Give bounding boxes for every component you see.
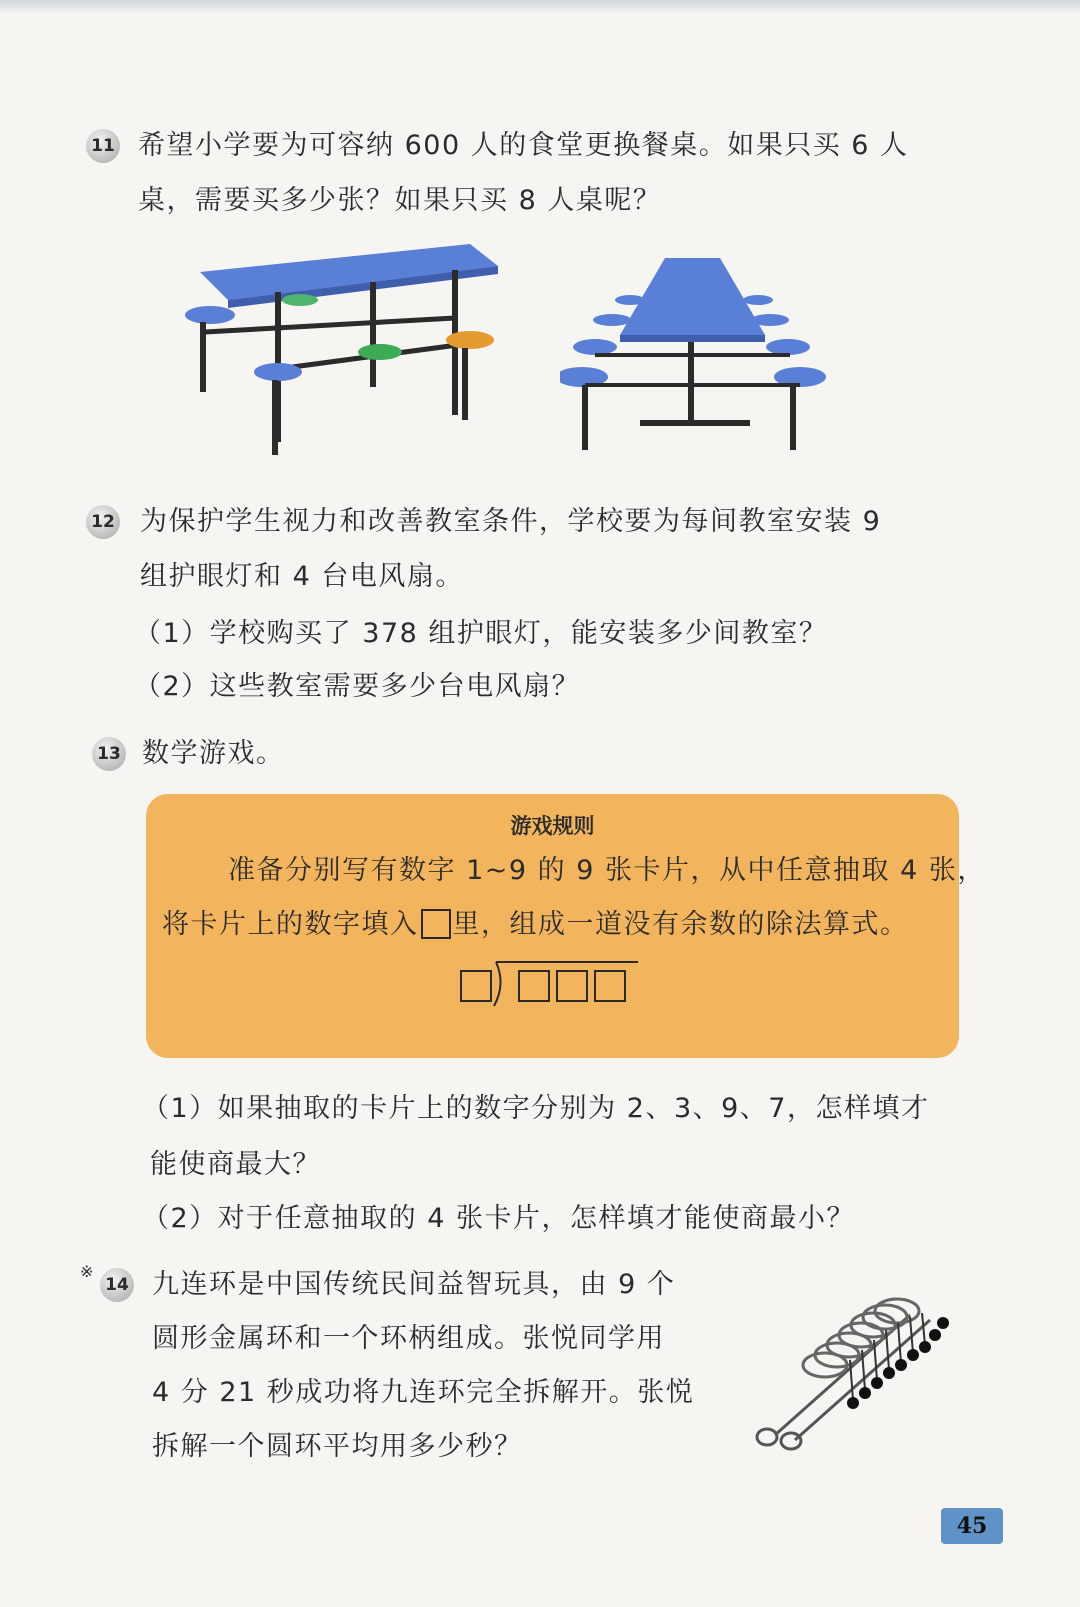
game-rules-line2-b: 里，组成一道没有余数的除法算式。	[452, 909, 909, 940]
question-number-11: 11	[86, 129, 120, 163]
question-number-13: 13	[92, 737, 126, 771]
q14-text-line2: 圆形金属环和一个环柄组成。张悦同学用	[152, 1323, 665, 1354]
q13-subquestion-1-line1: （1）如果抽取的卡片上的数字分别为 2、3、9、7，怎样填才	[142, 1093, 930, 1124]
game-rules-box	[146, 794, 986, 1058]
page-number: 45	[941, 1508, 1003, 1544]
dividend-box-1	[518, 970, 550, 1002]
game-rules-title: 游戏规则	[510, 814, 595, 838]
game-rules-line2-a: 将卡片上的数字填入	[162, 909, 419, 940]
nine-linked-rings-image	[755, 1295, 955, 1455]
q14-text-line4: 拆解一个圆环平均用多少秒？	[152, 1431, 523, 1462]
eight-seat-table-image	[560, 250, 845, 470]
optional-mark: ※	[80, 1262, 94, 1281]
q13-title: 数学游戏。	[142, 738, 285, 769]
question-number-12: 12	[86, 505, 120, 539]
q12-text-line2: 组护眼灯和 4 台电风扇。	[140, 561, 464, 592]
game-rules-line1: 准备分别写有数字 1~9 的 9 张卡片，从中任意抽取 4 张，	[228, 855, 986, 886]
dividend-box-2	[556, 970, 588, 1002]
q11-text-line2: 桌，需要买多少张？如果只买 8 人桌呢？	[138, 185, 662, 216]
game-rules-line2	[162, 908, 909, 942]
question-number-14: 14	[100, 1268, 134, 1302]
answer-box-inline	[421, 909, 451, 939]
q14-text-line1: 九连环是中国传统民间益智玩具，由 9 个	[152, 1269, 676, 1300]
q13-subquestion-1-line2: 能使商最大？	[150, 1149, 321, 1180]
dividend-box-3	[594, 970, 626, 1002]
six-seat-table-image	[180, 240, 510, 470]
q11-text-line1: 希望小学要为可容纳 600 人的食堂更换餐桌。如果只买 6 人	[138, 130, 909, 161]
divisor-box	[460, 970, 492, 1002]
q13-subquestion-2: （2）对于任意抽取的 4 张卡片，怎样填才能使商最小？	[142, 1203, 856, 1234]
page-top-edge	[0, 0, 1080, 14]
q12-subquestion-1: （1）学校购买了 378 组护眼灯，能安装多少间教室？	[134, 618, 828, 649]
q12-text-line1: 为保护学生视力和改善教室条件，学校要为每间教室安装 9	[140, 506, 882, 537]
q12-subquestion-2: （2）这些教室需要多少台电风扇？	[134, 671, 581, 702]
q14-text-line3: 4 分 21 秒成功将九连环完全拆解开。张悦	[152, 1377, 695, 1408]
